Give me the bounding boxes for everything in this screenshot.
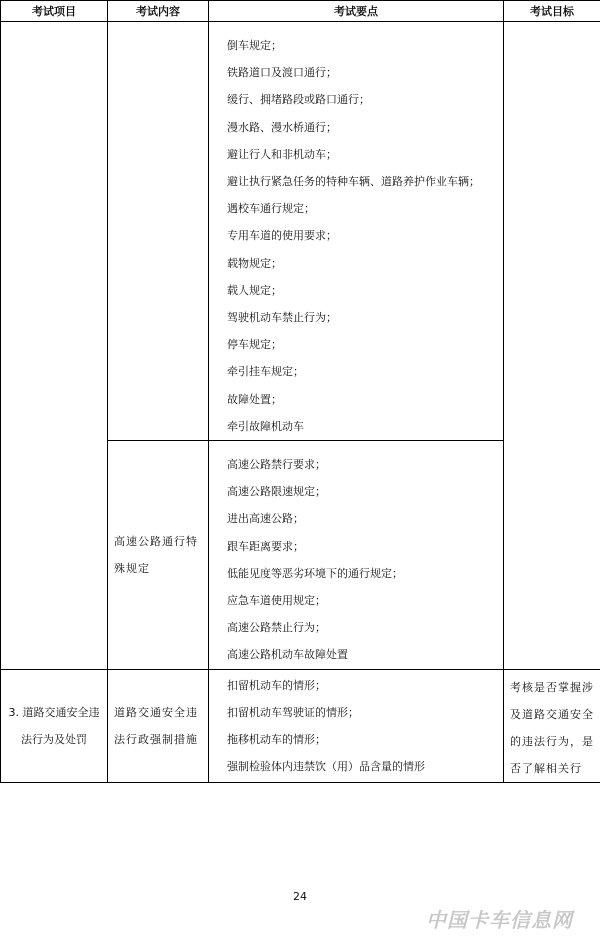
exam-goal-cell bbox=[504, 22, 600, 670]
point-item: 专用车道的使用要求； bbox=[227, 229, 337, 243]
table-header-row bbox=[1, 1, 600, 22]
points-list bbox=[209, 441, 503, 669]
exam-content-cell: 高速公路通行特殊规定 bbox=[108, 441, 209, 670]
page-number: 24 bbox=[293, 890, 307, 903]
point-item: 漫水路、漫水桥通行； bbox=[227, 120, 337, 134]
point-item: 高速公路机动车故障处置 bbox=[227, 648, 348, 662]
table-row bbox=[1, 22, 600, 441]
point-item: 载人规定； bbox=[227, 283, 282, 297]
point-item: 高速公路限速规定； bbox=[227, 485, 326, 499]
exam-points-cell bbox=[209, 441, 504, 670]
exam-points-cell bbox=[209, 22, 504, 441]
header-exam-item: 考试项目 bbox=[1, 1, 108, 22]
point-item: 遇校车通行规定； bbox=[227, 202, 315, 216]
exam-goal-cell: 考核是否掌握涉及道路交通安全的违法行为，是否了解相关行 bbox=[504, 669, 600, 782]
exam-content-cell bbox=[108, 22, 209, 441]
point-item: 驾驶机动车禁止行为； bbox=[227, 311, 337, 325]
point-item: 高速公路禁止行为； bbox=[227, 621, 326, 635]
header-exam-goal: 考试目标 bbox=[504, 1, 600, 22]
exam-item-cell: 3. 道路交通安全违法行为及处罚 bbox=[1, 669, 108, 782]
table-row bbox=[1, 669, 600, 782]
point-item: 拖移机动车的情形； bbox=[227, 733, 326, 747]
point-item: 扣留机动车的情形； bbox=[227, 678, 326, 692]
point-item: 高速公路禁行要求； bbox=[227, 458, 326, 472]
point-item: 应急车道使用规定； bbox=[227, 594, 326, 608]
point-item: 倒车规定； bbox=[227, 39, 282, 52]
point-item: 进出高速公路； bbox=[227, 512, 304, 526]
point-item: 故障处置； bbox=[227, 392, 282, 406]
point-item: 扣留机动车驾驶证的情形； bbox=[227, 705, 359, 719]
site-watermark: 中国卡车信息网 bbox=[426, 908, 573, 932]
header-exam-content: 考试内容 bbox=[108, 1, 209, 22]
points-list bbox=[209, 670, 503, 781]
point-item: 低能见度等恶劣环境下的通行规定； bbox=[227, 566, 403, 580]
header-exam-points: 考试要点 bbox=[209, 1, 504, 22]
point-item: 跟车距离要求； bbox=[227, 539, 304, 553]
exam-item-cell bbox=[1, 22, 108, 670]
point-item: 避让执行紧急任务的特种车辆、道路养护作业车辆； bbox=[227, 175, 480, 189]
point-item: 缓行、拥堵路段或路口通行； bbox=[227, 93, 370, 107]
exam-points-cell bbox=[209, 669, 504, 782]
point-item: 停车规定； bbox=[227, 338, 282, 352]
point-item: 强制检验体内违禁饮（用）品含量的情形 bbox=[227, 760, 425, 774]
points-list bbox=[209, 22, 503, 440]
exam-content-cell: 道路交通安全违法行政强制措施 bbox=[108, 669, 209, 782]
point-item: 载物规定； bbox=[227, 256, 282, 270]
point-item: 牵引挂车规定； bbox=[227, 365, 304, 379]
point-item: 牵引故障机动车 bbox=[227, 419, 304, 433]
point-item: 避让行人和非机动车； bbox=[227, 147, 337, 161]
point-item: 铁路道口及渡口通行； bbox=[227, 66, 337, 80]
